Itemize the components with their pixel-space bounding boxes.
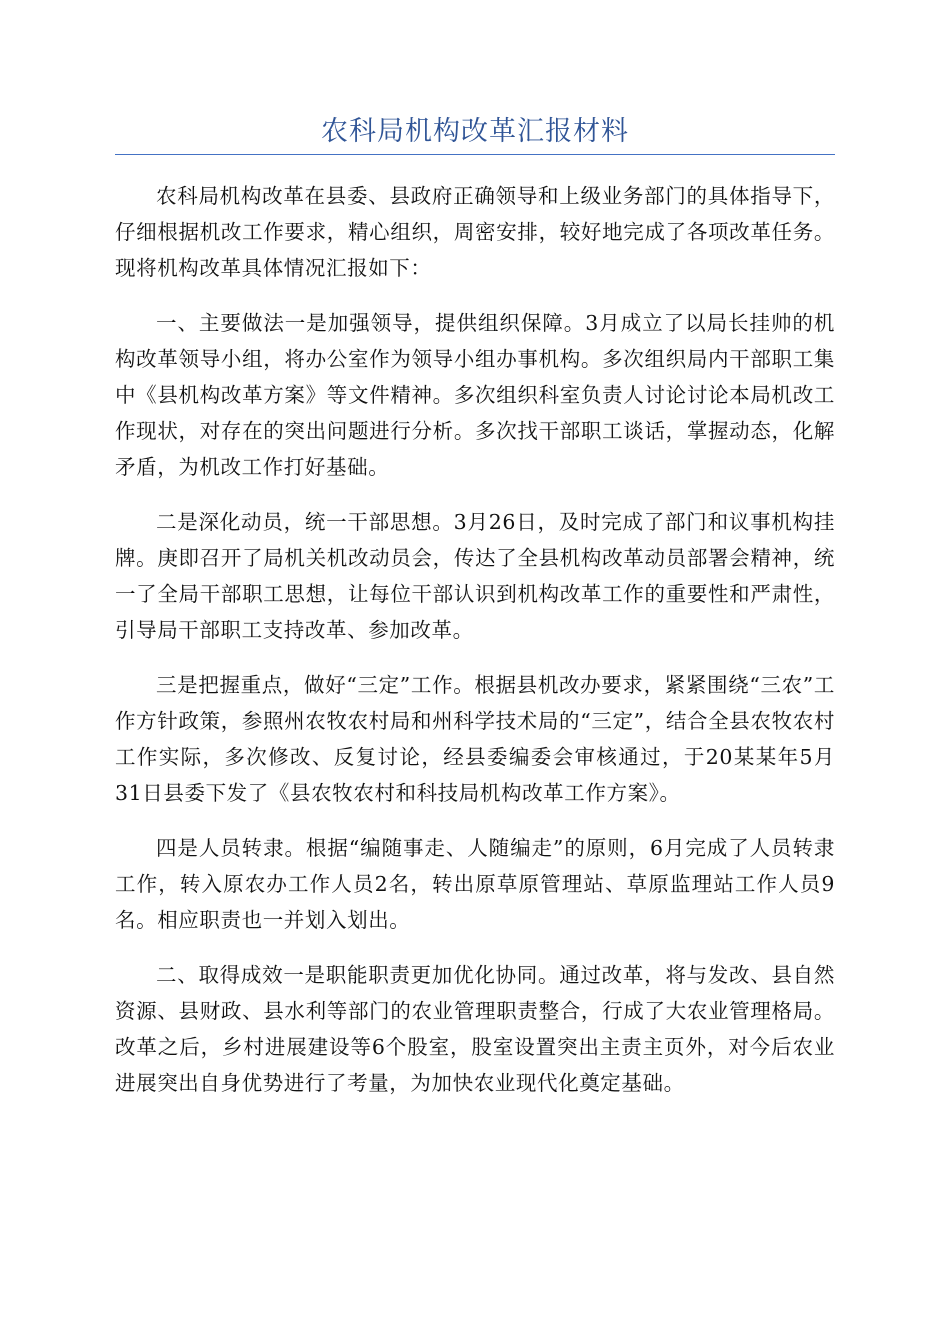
results-paragraph: 二、取得成效一是职能职责更加优化协同。通过改革，将与发改、县自然资源、县财政、县水利等部门的农业管理职责整合，行成了大农业管理格局。改革之后，乡村进展建设等6个股室，股室设置突出主责主页外，对今后农业进展突出自身优势进行了考量，为加快农业现代化奠定基础。	[115, 963, 835, 1095]
intro-paragraph: 农科局机构改革在县委、县政府正确领导和上级业务部门的具体指导下，仔细根据机改工作要求，精心组织，周密安排，较好地完成了各项改革任务。现将机构改革具体情况汇报如下：	[115, 184, 835, 280]
three-determinations-paragraph: 三是把握重点，做好“三定”工作。根据县机改办要求，紧紧围绕“三农”工作方针政策，参照州农牧农村局和州科学技术局的“三定”，结合全县农牧农村工作实际，多次修改、反复讨论，经县委编委会审核通过，于20某某年5月31日县委下发了《县农牧农村和科技局机构改革工作方案》。	[115, 673, 835, 805]
document-body	[115, 178, 835, 1120]
document-title: 农科局机构改革汇报材料	[321, 116, 629, 147]
mobilization-paragraph: 二是深化动员，统一干部思想。3月26日，及时完成了部门和议事机构挂牌。庚即召开了局机关机改动员会，传达了全县机构改革动员部署会精神，统一了全局干部职工思想，让每位干部认识到机构改革工作的重要性和严肃性，引导局干部职工支持改革、参加改革。	[115, 510, 835, 642]
staff-transfer-paragraph: 四是人员转隶。根据“编随事走、人随编走”的原则，6月完成了人员转隶工作，转入原农办工作人员2名，转出原草原管理站、草原监理站工作人员9名。相应职责也一并划入划出。	[115, 836, 835, 932]
title-underline-divider	[115, 154, 835, 155]
section-one-paragraph: 一、主要做法一是加强领导，提供组织保障。3月成立了以局长挂帅的机构改革领导小组，将办公室作为领导小组办事机构。多次组织局内干部职工集中《县机构改革方案》等文件精神。多次组织科室负责人讨论讨论本局机改工作现状，对存在的突出问题进行分析。多次找干部职工谈话，掌握动态，化解矛盾，为机改工作打好基础。	[115, 311, 835, 479]
